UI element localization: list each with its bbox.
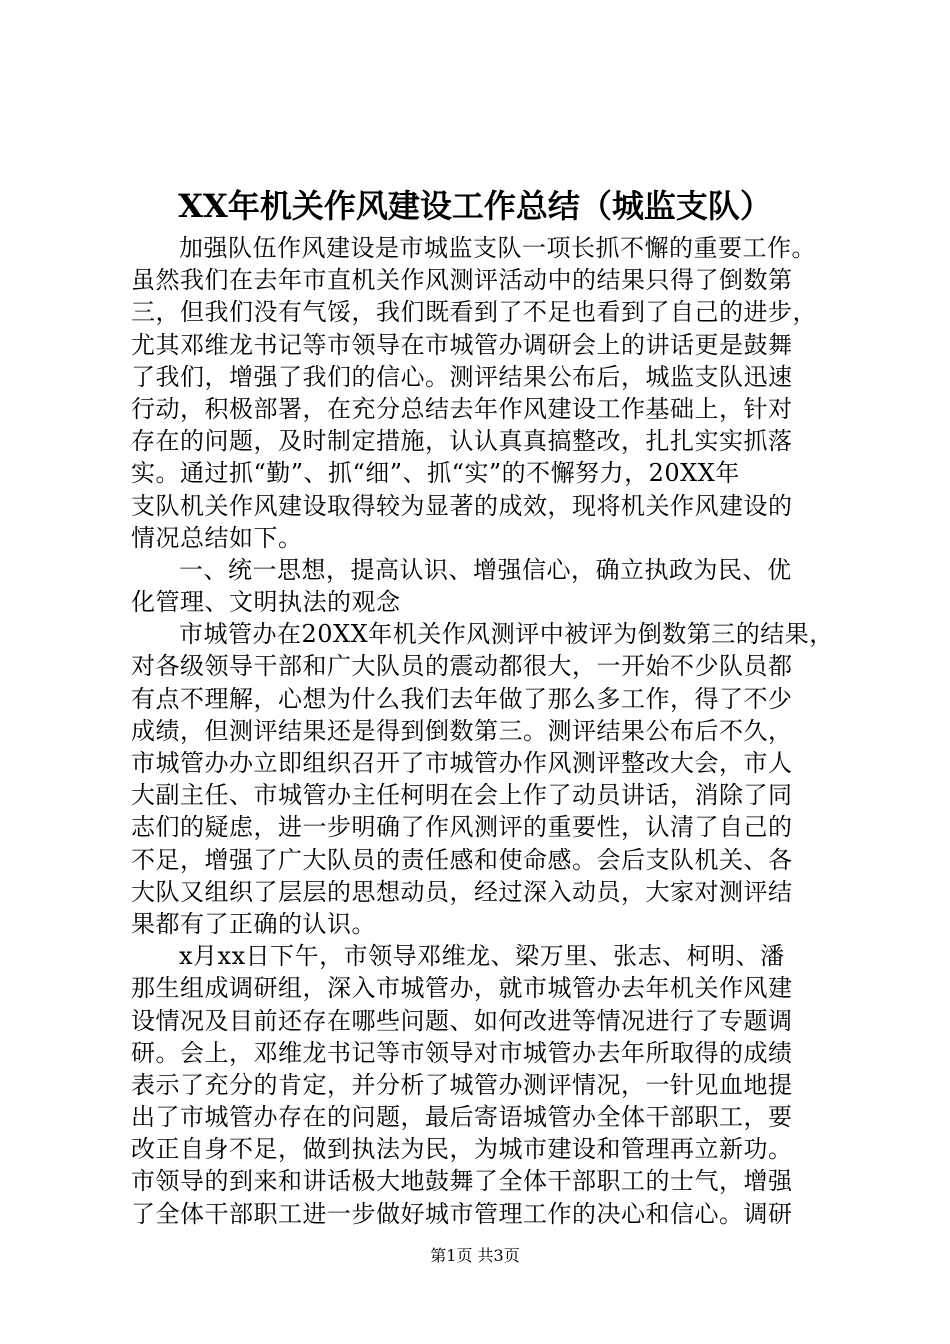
paragraph-line: 了全体干部职工进一步做好城市管理工作的决心和信心。调研 [131, 1199, 793, 1228]
paragraph-line: 研。会上，邓维龙书记等市领导对市城管办去年所取得的成绩 [131, 1038, 793, 1067]
paragraph-line: 大副主任、市城管办主任柯明在会上作了动员讲话，消除了同 [131, 781, 793, 810]
paragraph-line: 实。通过抓“勤”、抓“细”、抓“实”的不懈努力，20XX年 [131, 459, 740, 488]
paragraph-line: 了我们，增强了我们的信心。测评结果公布后，城监支队迅速 [131, 362, 793, 391]
paragraph-line: 市城管办办立即组织召开了市城管办作风测评整改大会，市人 [131, 749, 793, 777]
paragraph-line: 尤其邓维龙书记等市领导在市城管办调研会上的讲话更是鼓舞 [131, 330, 793, 359]
paragraph-line: 存在的问题，及时制定措施，认认真真搞整改，扎扎实实抓落 [131, 427, 793, 456]
paragraph-line: 设情况及目前还存在哪些问题、如何改进等情况进行了专题调 [131, 1006, 793, 1035]
paragraph-line: 那生组成调研组，深入市城管办，就市城管办去年机关作风建 [131, 974, 793, 1003]
paragraph-line: 出了市城管办存在的问题，最后寄语城管办全体干部职工，要 [131, 1103, 793, 1132]
paragraph-line: 不足，增强了广大队员的责任感和使命感。会后支队机关、各 [131, 845, 793, 874]
paragraph-line: x月xx日下午，市领导邓维龙、梁万里、张志、柯明、潘 [179, 942, 785, 971]
document-title: XX年机关作风建设工作总结（城监支队） [178, 187, 772, 225]
section-heading-line: 化管理、文明执法的观念 [131, 588, 401, 617]
page-number-footer: 第1页 共3页 [430, 1246, 520, 1265]
paragraph-line: 改正自身不足，做到执法为民，为城市建设和管理再立新功。 [131, 1135, 793, 1164]
paragraph-line: 虽然我们在去年市直机关作风测评活动中的结果只得了倒数第 [131, 266, 793, 295]
paragraph-line: 有点不理解，心想为什么我们去年做了那么多工作，得了不少 [131, 684, 793, 713]
paragraph-line: 加强队伍作风建设是市城监支队一项长抓不懈的重要工作。 [179, 234, 816, 262]
section-heading-line: 一、统一思想，提高认识、增强信心，确立执政为民、优 [179, 555, 792, 584]
paragraph-line: 对各级领导干部和广大队员的震动都很大，一开始不少队员都 [131, 652, 793, 681]
paragraph-line: 果都有了正确的认识。 [131, 909, 376, 938]
paragraph-line: 成绩，但测评结果还是得到倒数第三。测评结果公布后不久， [131, 716, 793, 745]
paragraph-line: 志们的疑虑，进一步明确了作风测评的重要性，认清了自己的 [131, 813, 793, 842]
paragraph-line: 表示了充分的肯定，并分析了城管办测评情况，一针见血地提 [131, 1070, 793, 1099]
paragraph-line: 三，但我们没有气馁，我们既看到了不足也看到了自己的进步， [131, 298, 817, 327]
paragraph-line: 行动，积极部署，在充分总结去年作风建设工作基础上，针对 [131, 394, 793, 423]
paragraph-line: 市领导的到来和讲话极大地鼓舞了全体干部职工的士气，增强 [131, 1167, 793, 1196]
paragraph-line: 支队机关作风建设取得较为显著的成效，现将机关作风建设的 [131, 491, 793, 520]
paragraph-line: 市城管办在20XX年机关作风测评中被评为倒数第三的结果， [179, 620, 834, 649]
paragraph-line: 大队又组织了层层的思想动员，经过深入动员，大家对测评结 [131, 877, 793, 906]
paragraph-line: 情况总结如下。 [131, 523, 303, 552]
document-body [131, 232, 835, 1230]
